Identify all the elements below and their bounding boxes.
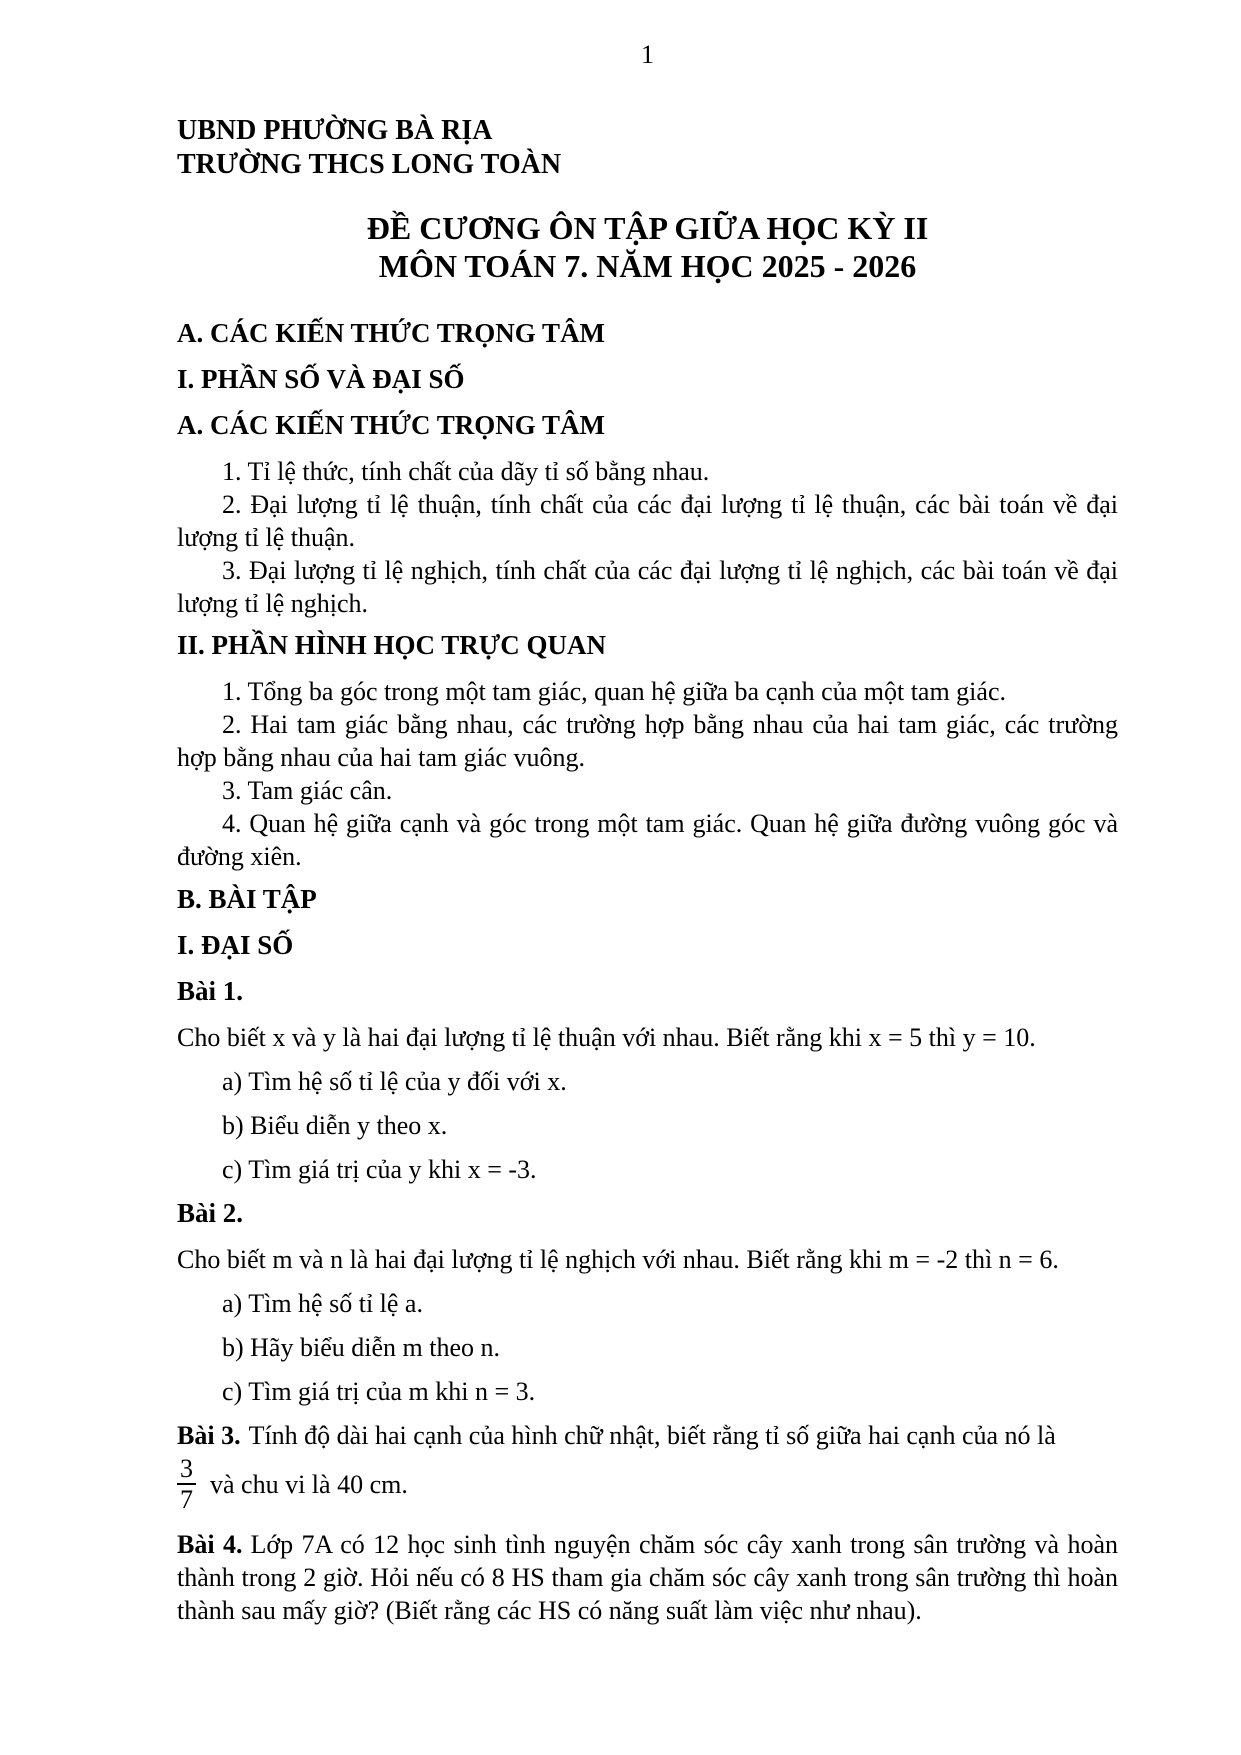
exercise-2-intro: Cho biết m và n là hai đại lượng tỉ lệ nghịch với nhau. Biết rằng khi m = -2 thì n = 6. xyxy=(177,1245,1059,1274)
section-ii-heading: II. PHẦN HÌNH HỌC TRỰC QUAN xyxy=(177,630,607,660)
exercise-3-label: Bài 3. xyxy=(177,1421,241,1450)
exercise-4-text: Lớp 7A có 12 học sinh tình nguyện chăm sóc cây xanh trong sân trường và hoàn thành trong 2 giờ. Hỏi nếu có 8 HS tham gia chăm sóc cây xanh trong sân trường thì hoàn thành sau mấy giờ? (Biết rằng các HS có năng suất làm việc như nhau). xyxy=(177,1530,1118,1625)
exercise-3-text: Tính độ dài hai cạnh của hình chữ nhật, biết rằng tỉ số giữa hai cạnh của nó là xyxy=(248,1421,1056,1450)
exercise-1-label: Bài 1. xyxy=(177,976,244,1006)
section-a2-heading: A. CÁC KIẾN THỨC TRỌNG TÂM xyxy=(177,410,606,440)
exercise-2-part-a: a) Tìm hệ số tỉ lệ a. xyxy=(222,1289,423,1318)
page-number: 1 xyxy=(641,40,654,69)
algebra-topics-list xyxy=(177,455,1118,620)
section-i-heading: I. PHẦN SỐ VÀ ĐẠI SỐ xyxy=(177,364,465,394)
exercise-3-fraction-row xyxy=(177,1454,1118,1514)
exercise-3-paragraph xyxy=(177,1419,1118,1452)
org-line-1: UBND PHƯỜNG BÀ RỊA xyxy=(177,115,493,146)
fraction-numerator: 3 xyxy=(180,1454,193,1483)
exercise-2-part-c: c) Tìm giá trị của m khi n = 3. xyxy=(222,1377,536,1406)
exercise-2-label: Bài 2. xyxy=(177,1198,244,1228)
exercise-1-part-a: a) Tìm hệ số tỉ lệ của y đối với x. xyxy=(222,1067,567,1096)
organization-header xyxy=(177,114,1118,182)
geometry-topics-list xyxy=(177,675,1118,873)
list-item: 4. Quan hệ giữa cạnh và góc trong một tam giác. Quan hệ giữa đường vuông góc và đường xiên. xyxy=(177,809,1118,871)
list-item: 1. Tổng ba góc trong một tam giác, quan hệ giữa ba cạnh của một tam giác. xyxy=(222,677,1006,706)
list-item: 1. Tỉ lệ thức, tính chất của dãy tỉ số bằng nhau. xyxy=(222,457,710,486)
list-item: 3. Đại lượng tỉ lệ nghịch, tính chất của các đại lượng tỉ lệ nghịch, các bài toán về đại lượng tỉ lệ nghịch. xyxy=(177,556,1118,618)
exercise-1-part-c: c) Tìm giá trị của y khi x = -3. xyxy=(222,1155,537,1184)
document-title xyxy=(177,209,1118,285)
title-line-1: ĐỀ CƯƠNG ÔN TẬP GIỮA HỌC KỲ II xyxy=(366,210,929,246)
org-line-2: TRƯỜNG THCS LONG TOÀN xyxy=(177,149,562,180)
section-a-heading: A. CÁC KIẾN THỨC TRỌNG TÂM xyxy=(177,318,606,348)
fraction-denominator: 7 xyxy=(177,1483,196,1514)
exercise-1-intro: Cho biết x và y là hai đại lượng tỉ lệ thuận với nhau. Biết rằng khi x = 5 thì y = 10. xyxy=(177,1023,1036,1052)
exercise-1-part-b: b) Biểu diễn y theo x. xyxy=(222,1111,448,1140)
list-item: 2. Hai tam giác bằng nhau, các trường hợp bằng nhau của hai tam giác, các trường hợp bằng nhau của hai tam giác vuông. xyxy=(177,710,1118,772)
list-item: 3. Tam giác cân. xyxy=(222,776,393,805)
section-b-i-heading: I. ĐẠI SỐ xyxy=(177,930,294,960)
exercise-4-label: Bài 4. xyxy=(177,1530,243,1559)
fraction-three-sevenths xyxy=(177,1454,196,1514)
list-item: 2. Đại lượng tỉ lệ thuận, tính chất của các đại lượng tỉ lệ thuận, các bài toán về đại lượng tỉ lệ thuận. xyxy=(177,490,1118,552)
section-b-heading: B. BÀI TẬP xyxy=(177,884,317,914)
exercise-4-paragraph xyxy=(177,1528,1118,1627)
exercise-2-part-b: b) Hãy biểu diễn m theo n. xyxy=(222,1333,500,1362)
title-line-2: MÔN TOÁN 7. NĂM HỌC 2025 - 2026 xyxy=(378,248,917,284)
exercise-3-suffix: và chu vi là 40 cm. xyxy=(210,1469,408,1499)
